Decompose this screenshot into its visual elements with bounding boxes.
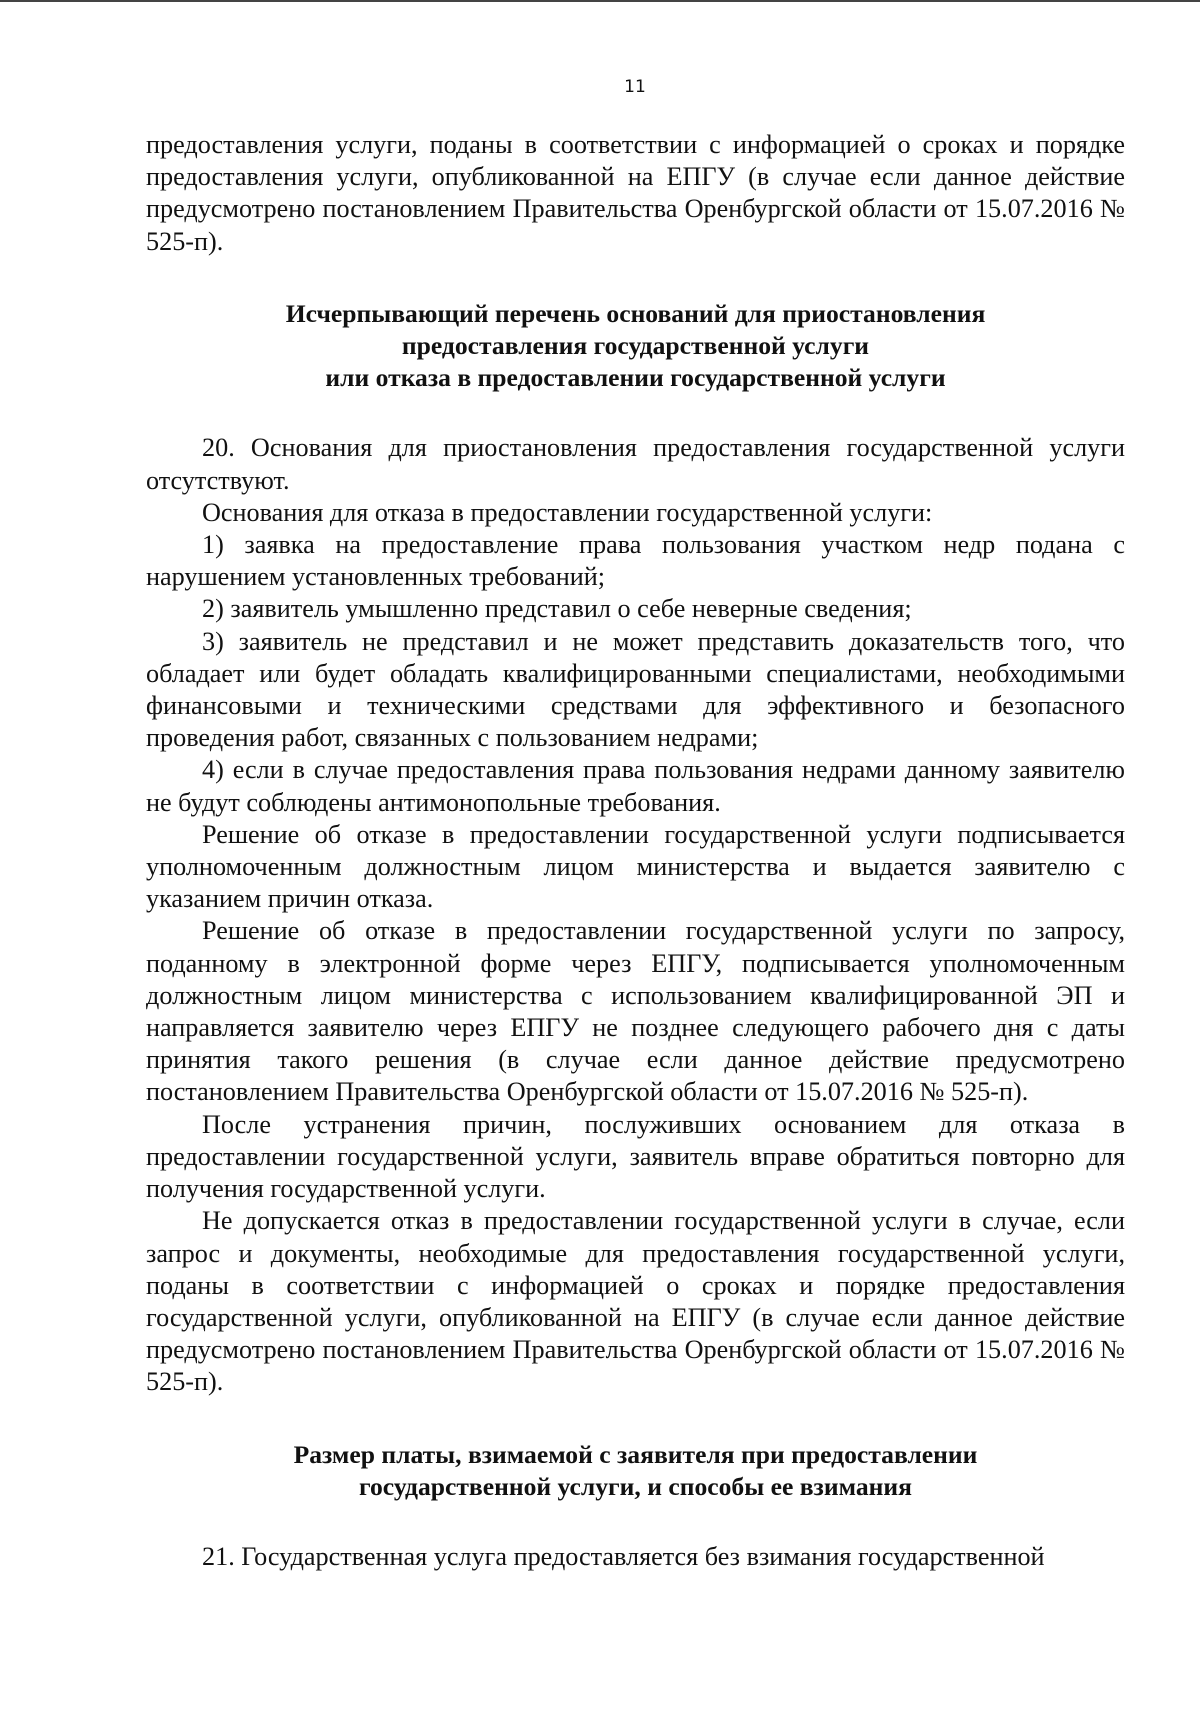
paragraph-electronic-refusal: Решение об отказе в предоставлении государственной услуги по запросу, поданному в электронной форме через ЕПГУ, подписывается уполномоченным должностным лицом министерства с использованием квалифицированной ЭП и направляется заявителю через ЕПГУ не позднее следующего рабочего дня с даты принятия такого решения (в случае если данное действие предусмотрено постановлением Правительства Оренбургской области от 15.07.2016 № 525-п). bbox=[146, 916, 1125, 1107]
heading-line: государственной услуги, и способы ее взимания bbox=[359, 1471, 912, 1501]
list-item-4: 4) если в случае предоставления права пользования недрами данному заявителю не будут соблюдены антимонопольные требования. bbox=[146, 755, 1125, 817]
heading-line: Размер платы, взимаемой с заявителя при предоставлении bbox=[293, 1439, 978, 1469]
heading-line: или отказа в предоставлении государственной услуги bbox=[325, 363, 946, 393]
scan-top-border bbox=[0, 0, 1200, 2]
paragraph-continuation: предоставления услуги, поданы в соответствии с информацией о сроках и порядке предоставления услуги, опубликованной на ЕПГУ (в случае если данное действие предусмотрено постановлением Правительства Оренбургской области от 15.07.2016 № 525-п). bbox=[146, 130, 1125, 256]
paragraph-21: 21. Государственная услуга предоставляется без взимания государственной bbox=[202, 1541, 1045, 1571]
list-item-3: 3) заявитель не представил и не может представить доказательств того, что обладает или будет обладать квалифицированными специалистами, необходимыми финансовыми и техническими средствами для эффективного и безопасного проведения работ, связанных с пользованием недрами; bbox=[146, 626, 1125, 753]
paragraph-refusal-not-allowed: Не допускается отказ в предоставлении государственной услуги в случае, если запрос и документы, необходимые для предоставления государственной услуги, поданы в соответствии с информацией о сроках и порядке предоставления государственной услуги, опубликованной на ЕПГУ (в случае если данное действие предусмотрено постановлением Правительства Оренбургской области от 15.07.2016 № 525-п). bbox=[146, 1206, 1125, 1397]
list-item-2: 2) заявитель умышленно представил о себе неверные сведения; bbox=[202, 594, 912, 624]
paragraph-refusal-decision: Решение об отказе в предоставлении государственной услуги подписывается уполномоченным должностным лицом министерства и выдается заявителю с указанием причин отказа. bbox=[146, 819, 1125, 914]
heading-line: Исчерпывающий перечень оснований для приостановления bbox=[285, 298, 986, 328]
heading-line: предоставления государственной услуги bbox=[401, 331, 870, 361]
paragraph-refusal-grounds: Основания для отказа в предоставлении государственной услуги: bbox=[202, 497, 933, 527]
page-number: 11 bbox=[624, 77, 646, 97]
list-item-1: 1) заявка на предоставление права пользования участком недр подана с нарушением установленных требований; bbox=[146, 530, 1125, 592]
document-body bbox=[146, 129, 1125, 1573]
paragraph-20: 20. Основания для приостановления предоставления государственной услуги отсутствуют. bbox=[146, 433, 1125, 495]
section-heading-suspension-refusal bbox=[146, 298, 1125, 395]
section-heading-fee bbox=[146, 1439, 1125, 1503]
paragraph-reapply: После устранения причин, послуживших основанием для отказа в предоставлении государственной услуги, заявитель вправе обратиться повторно для получения государственной услуги. bbox=[146, 1109, 1125, 1204]
